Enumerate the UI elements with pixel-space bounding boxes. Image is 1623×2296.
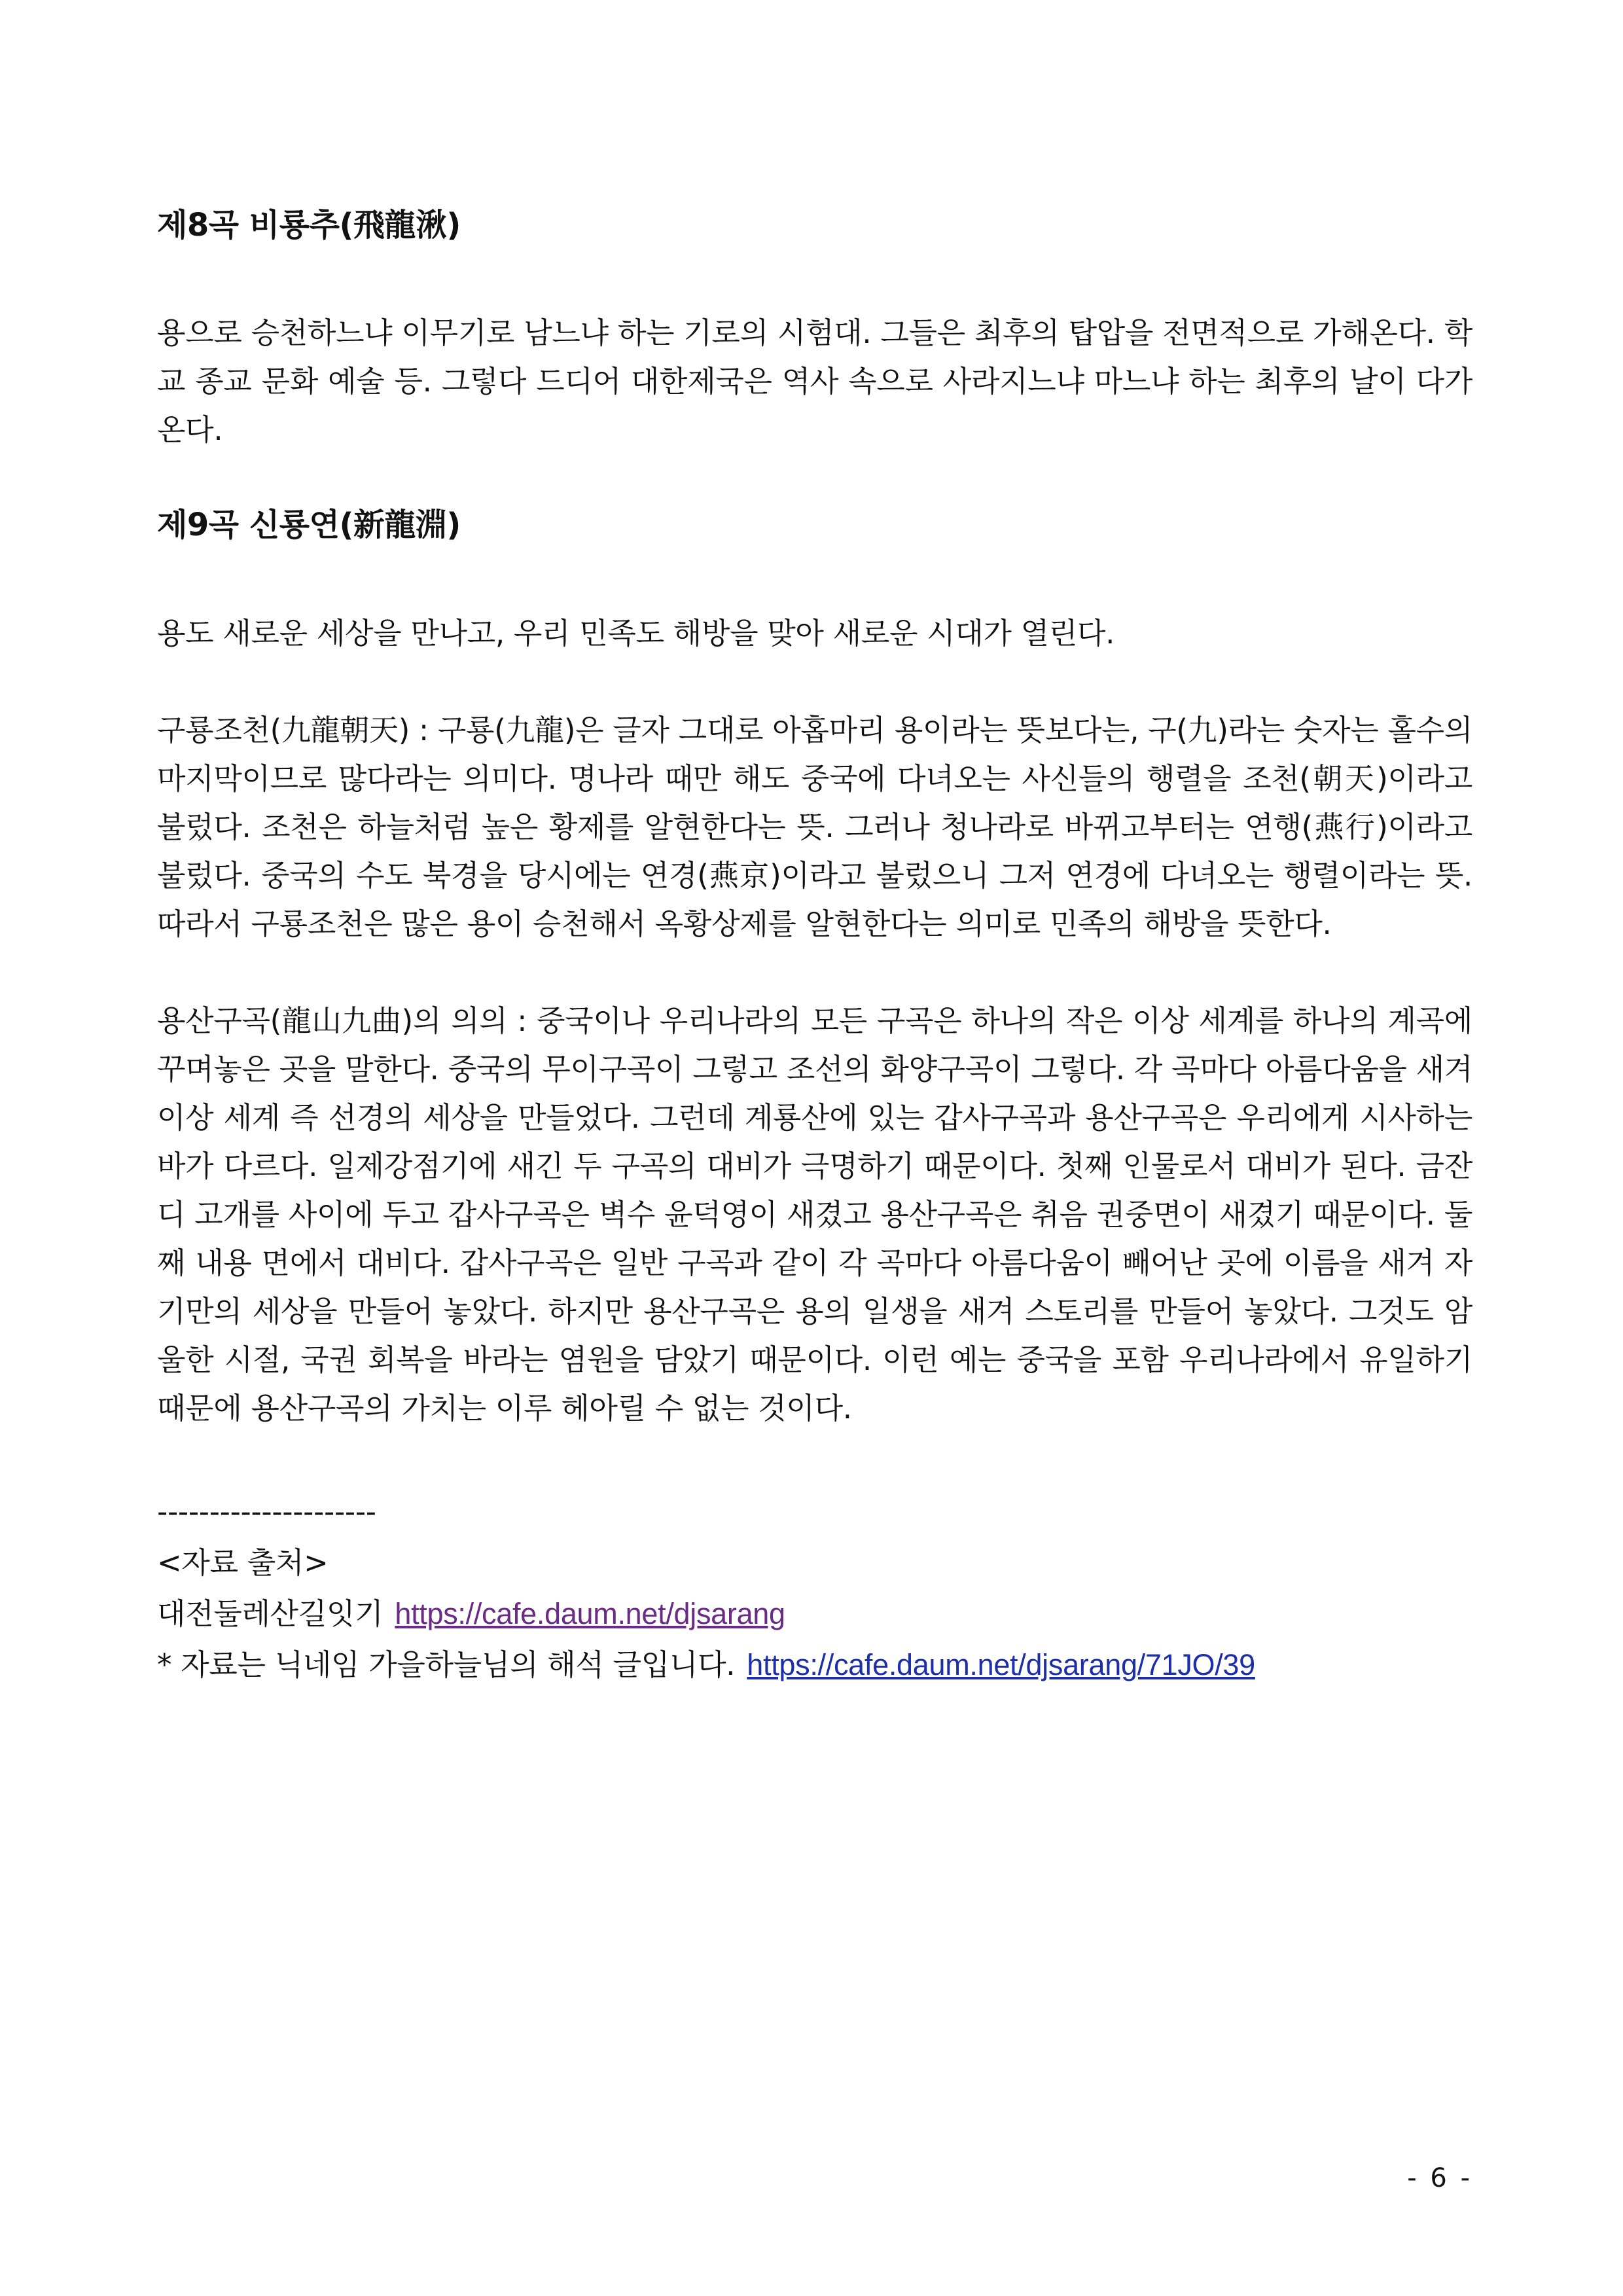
note-link[interactable]: https://cafe.daum.net/djsarang/71JO/39 (747, 1648, 1255, 1682)
source-name: 대전둘레산길잇기 (157, 1596, 383, 1632)
section-9-paragraph-intro: 용도 새로운 세상을 만나고, 우리 민족도 해방을 맞아 새로운 시대가 열린다. (157, 616, 1115, 651)
footer-divider: --------------------- (157, 1494, 376, 1530)
note-line (157, 1640, 1472, 1691)
section-9-paragraph-yongsan: 용산구곡(龍山九曲)의 의의 : 중국이나 우리나라의 모든 구곡은 하나의 작은 이상 세계를 하나의 계곡에 꾸며놓은 곳을 말한다. 중국의 무이구곡이 그렇고 조선의 화양구곡이 그렇다. 각 곡마다 아름다움을 새겨 이상 세계 즉 선경의 세상을 만들었다. 그런데 계룡산에 있는 갑사구곡과 용산구곡은 우리에게 시사하는 바가 다르다. 일제강점기에 새긴 두 구곡의 대비가 극명하기 때문이다. 첫째 인물로서 대비가 된다. 금잔디 고개를 사이에 두고 갑사구곡은 벽수 윤덕영이 새겼고 용산구곡은 취음 권중면이 새겼기 때문이다. 둘째 내용 면에서 대비다. 갑사구곡은 일반 구곡과 같이 각 곡마다 아름다움이 빼어난 곳에 이름을 새겨 자기만의 세상을 만들어 놓았다. 하지만 용산구곡은 용의 일생을 새겨 스토리를 만들어 놓았다. 그것도 암울한 시절, 국권 회복을 바라는 염원을 담았기 때문이다. 이런 예는 중국을 포함 우리나라에서 유일하기 때문에 용산구곡의 가치는 이루 헤아릴 수 없는 것이다. (157, 1003, 1472, 1426)
section-8-paragraph: 용으로 승천하느냐 이무기로 남느냐 하는 기로의 시험대. 그들은 최후의 탑압을 전면적으로 가해온다. 학교 종교 문화 예술 등. 그렇다 드디어 대한제국은 역사 속으로 사라지느냐 마느냐 하는 최후의 날이 다가온다. (157, 315, 1472, 447)
section-heading-9: 제9곡 신룡연(新龍淵) (157, 506, 461, 543)
source-line (157, 1588, 1472, 1640)
source-label: <자료 출처> (157, 1545, 329, 1581)
source-footer (157, 1486, 1472, 1691)
source-link[interactable]: https://cafe.daum.net/djsarang (395, 1597, 785, 1631)
section-heading-8: 제8곡 비룡추(飛龍湫) (157, 207, 461, 243)
note-text: * 자료는 닉네임 가을하늘님의 해석 글입니다. (157, 1647, 736, 1683)
document-page (157, 196, 1472, 1691)
section-9-paragraph-guryong: 구룡조천(九龍朝天) : 구룡(九龍)은 글자 그대로 아홉마리 용이라는 뜻보다는, 구(九)라는 숫자는 홀수의 마지막이므로 많다라는 의미다. 명나라 때만 해도 중국에 다녀오는 사신들의 행렬을 조천(朝天)이라고 불렀다. 조천은 하늘처럼 높은 황제를 알현한다는 뜻. 그러나 청나라로 바뀌고부터는 연행(燕行)이라고 불렀다. 중국의 수도 북경을 당시에는 연경(燕京)이라고 불렀으니 그저 연경에 다녀오는 행렬이라는 뜻. 따라서 구룡조천은 많은 용이 승천해서 옥황상제를 알현한다는 의미로 민족의 해방을 뜻한다. (157, 713, 1472, 942)
page-number: - 6 - (1407, 2163, 1472, 2193)
